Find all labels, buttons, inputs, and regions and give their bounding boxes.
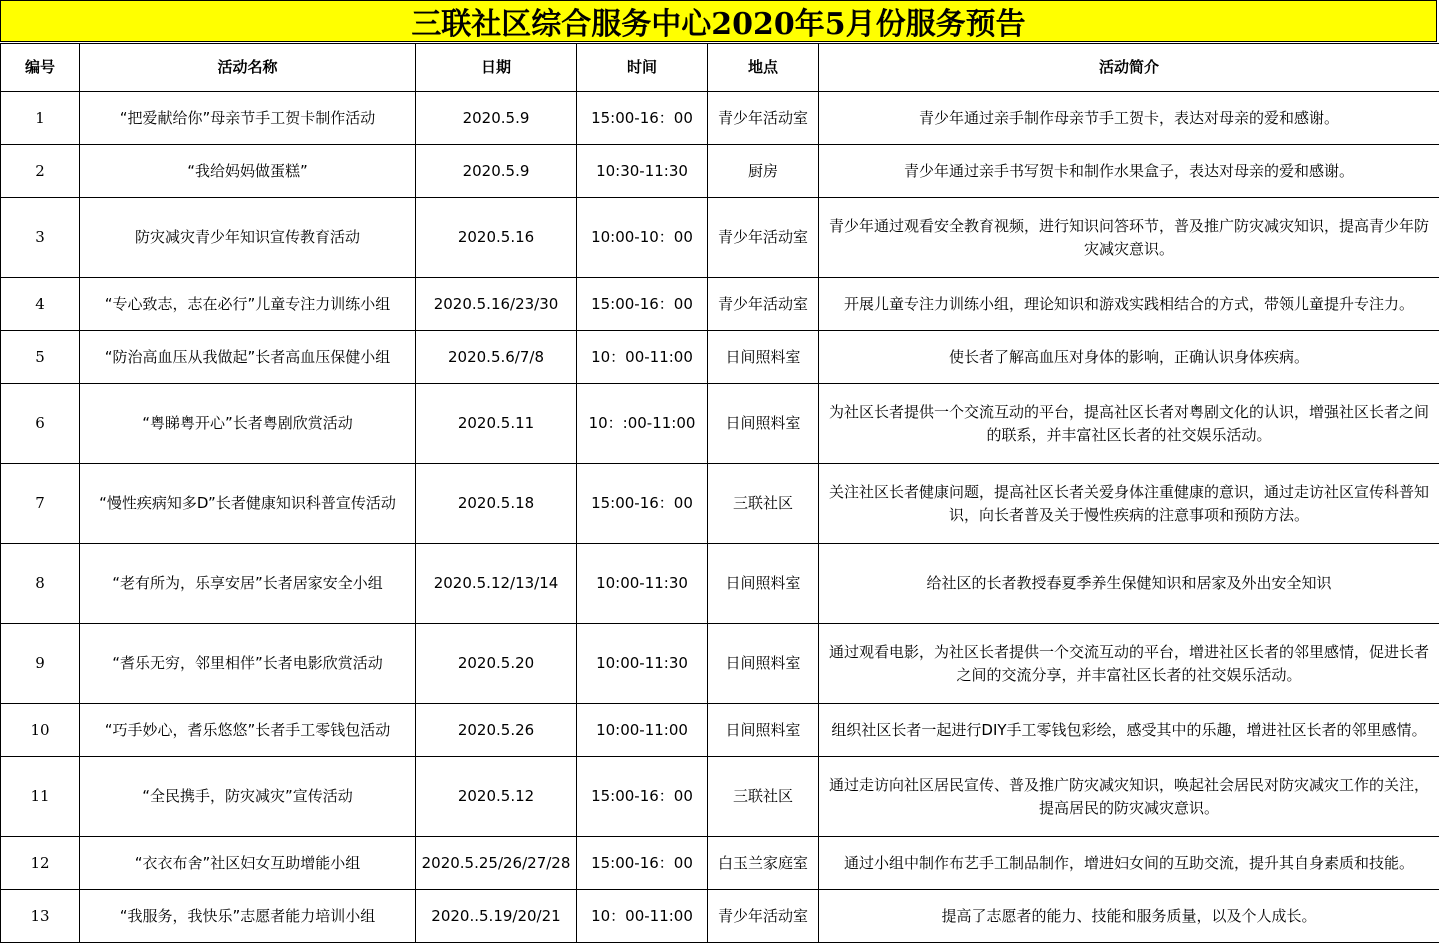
row-name: “耆乐无穷，邻里相伴”长者电影欣赏活动 <box>80 624 416 704</box>
row-num: 3 <box>1 198 80 278</box>
row-time: 15:00-16：00 <box>577 837 708 890</box>
row-place: 日间照料室 <box>708 384 819 464</box>
header-row <box>1 44 1439 92</box>
row-name: “我服务，我快乐”志愿者能力培训小组 <box>80 890 416 943</box>
row-num: 4 <box>1 278 80 331</box>
row-time: 10：00-11:00 <box>577 331 708 384</box>
row-time: 15:00-16：00 <box>577 278 708 331</box>
row-date: 2020.5.11 <box>416 384 577 464</box>
row-name: “我给妈妈做蛋糕” <box>80 145 416 198</box>
row-time: 15:00-16：00 <box>577 757 708 837</box>
row-place: 白玉兰家庭室 <box>708 837 819 890</box>
row-name: “防治高血压从我做起”长者高血压保健小组 <box>80 331 416 384</box>
table-row <box>1 757 1439 837</box>
row-date: 2020.5.26 <box>416 704 577 757</box>
row-num: 1 <box>1 92 80 145</box>
row-desc: 青少年通过亲手制作母亲节手工贺卡，表达对母亲的爱和感谢。 <box>819 92 1439 145</box>
row-place: 三联社区 <box>708 464 819 544</box>
row-name: “老有所为，乐享安居”长者居家安全小组 <box>80 544 416 624</box>
row-date: 2020.5.25/26/27/28 <box>416 837 577 890</box>
table-row <box>1 278 1439 331</box>
row-num: 12 <box>1 837 80 890</box>
row-date: 2020.5.9 <box>416 92 577 145</box>
row-time: 10:00-11:30 <box>577 544 708 624</box>
header-num: 编号 <box>1 44 80 92</box>
row-desc: 青少年通过观看安全教育视频，进行知识问答环节，普及推广防灾减灾知识，提高青少年防灾减灾意识。 <box>819 198 1439 278</box>
row-name: “慢性疾病知多D”长者健康知识科普宣传活动 <box>80 464 416 544</box>
row-num: 11 <box>1 757 80 837</box>
row-place: 青少年活动室 <box>708 890 819 943</box>
row-num: 13 <box>1 890 80 943</box>
table-row <box>1 145 1439 198</box>
row-num: 5 <box>1 331 80 384</box>
row-desc: 给社区的长者教授春夏季养生保健知识和居家及外出安全知识 <box>819 544 1439 624</box>
row-time: 10:00-11:30 <box>577 624 708 704</box>
row-name: “全民携手，防灾减灾”宣传活动 <box>80 757 416 837</box>
table-row <box>1 198 1439 278</box>
row-desc: 通过走访向社区居民宣传、普及推广防灾减灾知识，唤起社会居民对防灾减灾工作的关注，提高居民的防灾减灾意识。 <box>819 757 1439 837</box>
table-row <box>1 624 1439 704</box>
row-name: “衣衣布舍”社区妇女互助增能小组 <box>80 837 416 890</box>
row-date: 2020.5.12/13/14 <box>416 544 577 624</box>
row-date: 2020.5.12 <box>416 757 577 837</box>
row-desc: 使长者了解高血压对身体的影响，正确认识身体疾病。 <box>819 331 1439 384</box>
table-row <box>1 384 1439 464</box>
table-row <box>1 890 1439 943</box>
row-date: 2020.5.9 <box>416 145 577 198</box>
row-desc: 通过观看电影，为社区长者提供一个交流互动的平台，增进社区长者的邻里感情，促进长者之间的交流分享，并丰富社区长者的社交娱乐活动。 <box>819 624 1439 704</box>
table-row <box>1 704 1439 757</box>
row-place: 日间照料室 <box>708 331 819 384</box>
row-date: 2020..5.19/20/21 <box>416 890 577 943</box>
row-place: 厨房 <box>708 145 819 198</box>
row-time: 10：:00-11:00 <box>577 384 708 464</box>
table-row <box>1 92 1439 145</box>
row-name: “把爱献给你”母亲节手工贺卡制作活动 <box>80 92 416 145</box>
row-time: 10:00-11:00 <box>577 704 708 757</box>
row-desc: 关注社区长者健康问题，提高社区长者关爱身体注重健康的意识，通过走访社区宣传科普知识，向长者普及关于慢性疾病的注意事项和预防方法。 <box>819 464 1439 544</box>
row-num: 8 <box>1 544 80 624</box>
row-num: 9 <box>1 624 80 704</box>
row-num: 10 <box>1 704 80 757</box>
sheet-title: 三联社区综合服务中心2020年5月份服务预告 <box>0 0 1437 42</box>
header-time: 时间 <box>577 44 708 92</box>
service-schedule-table <box>0 43 1439 943</box>
row-place: 青少年活动室 <box>708 198 819 278</box>
row-num: 2 <box>1 145 80 198</box>
row-desc: 提高了志愿者的能力、技能和服务质量，以及个人成长。 <box>819 890 1439 943</box>
row-date: 2020.5.18 <box>416 464 577 544</box>
row-date: 2020.5.16 <box>416 198 577 278</box>
row-desc: 通过小组中制作布艺手工制品制作，增进妇女间的互助交流，提升其自身素质和技能。 <box>819 837 1439 890</box>
table-row <box>1 464 1439 544</box>
row-place: 三联社区 <box>708 757 819 837</box>
row-place: 日间照料室 <box>708 624 819 704</box>
row-desc: 青少年通过亲手书写贺卡和制作水果盒子，表达对母亲的爱和感谢。 <box>819 145 1439 198</box>
row-time: 10:30-11:30 <box>577 145 708 198</box>
header-date: 日期 <box>416 44 577 92</box>
row-desc: 组织社区长者一起进行DIY手工零钱包彩绘，感受其中的乐趣，增进社区长者的邻里感情。 <box>819 704 1439 757</box>
header-place: 地点 <box>708 44 819 92</box>
row-date: 2020.5.6/7/8 <box>416 331 577 384</box>
row-place: 日间照料室 <box>708 704 819 757</box>
row-place: 青少年活动室 <box>708 92 819 145</box>
row-desc: 为社区长者提供一个交流互动的平台，提高社区长者对粤剧文化的认识，增强社区长者之间的联系，并丰富社区长者的社交娱乐活动。 <box>819 384 1439 464</box>
row-name: “粤睇粤开心”长者粤剧欣赏活动 <box>80 384 416 464</box>
row-time: 10：00-11:00 <box>577 890 708 943</box>
table-row <box>1 331 1439 384</box>
row-desc: 开展儿童专注力训练小组，理论知识和游戏实践相结合的方式，带领儿童提升专注力。 <box>819 278 1439 331</box>
row-time: 10:00-10：00 <box>577 198 708 278</box>
row-time: 15:00-16：00 <box>577 464 708 544</box>
row-place: 日间照料室 <box>708 544 819 624</box>
row-time: 15:00-16：00 <box>577 92 708 145</box>
row-place: 青少年活动室 <box>708 278 819 331</box>
row-name: “巧手妙心，耆乐悠悠”长者手工零钱包活动 <box>80 704 416 757</box>
row-name: 防灾减灾青少年知识宣传教育活动 <box>80 198 416 278</box>
row-name: “专心致志，志在必行”儿童专注力训练小组 <box>80 278 416 331</box>
table-row <box>1 837 1439 890</box>
header-name: 活动名称 <box>80 44 416 92</box>
row-num: 7 <box>1 464 80 544</box>
row-num: 6 <box>1 384 80 464</box>
row-date: 2020.5.20 <box>416 624 577 704</box>
table-row <box>1 544 1439 624</box>
row-date: 2020.5.16/23/30 <box>416 278 577 331</box>
header-desc: 活动简介 <box>819 44 1439 92</box>
